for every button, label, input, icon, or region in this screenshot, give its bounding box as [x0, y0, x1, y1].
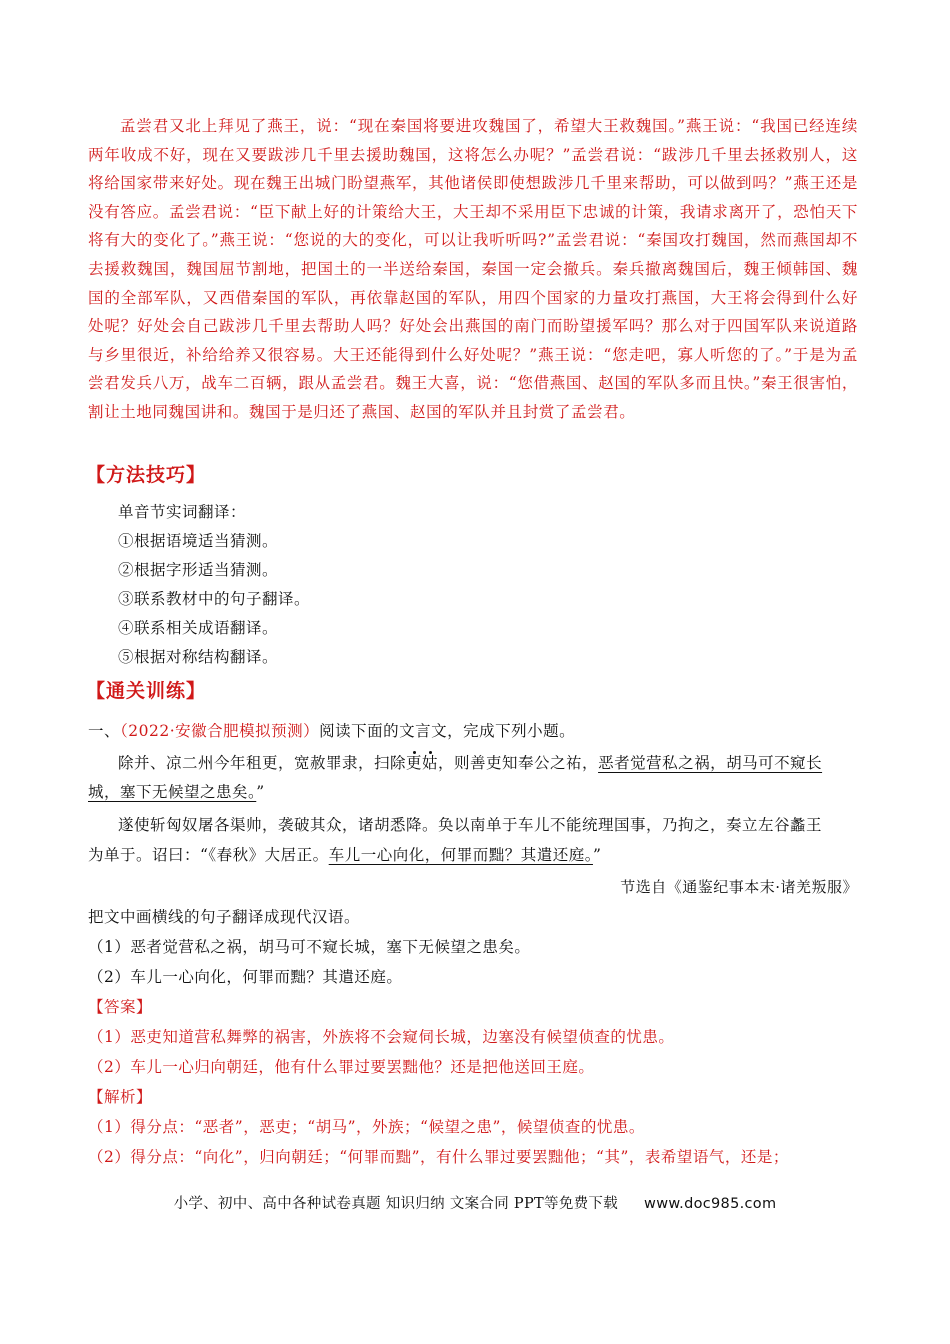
dotted-char: 姑 [422, 754, 439, 772]
methods-item: ③联系教材中的句子翻译。 [118, 590, 311, 608]
answer-1: （1）恶吏知道营私舞弊的祸害，外族将不会窥伺长城，边塞没有候望侦查的忧患。 [88, 1028, 675, 1046]
analysis-label: 【解析】 [88, 1088, 153, 1106]
underlined-sentence: 城，塞下无候望之患矣。 [88, 783, 257, 801]
passage-text: ” [592, 846, 602, 864]
underlined-sentence: 恶者觉营私之祸，胡马可不窥长 [598, 754, 823, 772]
passage-line [88, 780, 265, 802]
analysis-2: （2）得分点：“向化”，归向朝廷；“何罪而黜”，有什么罪过要罢黜他；“其”，表希望语气，还是； [88, 1148, 789, 1166]
methods-intro: 单音节实词翻译： [118, 503, 247, 521]
passage-text: 为单于。诏曰：“《春秋》大居正。 [88, 846, 329, 864]
methods-item: ④联系相关成语翻译。 [118, 619, 279, 637]
translation-paragraph: 孟尝君又北上拜见了燕王，说：“现在秦国将要进攻魏国了，希望大王救魏国。”燕王说：“我国已经连续两年收成不好，现在又要跋涉几千里去援助魏国，这将怎么办呢？”孟尝君说：“跋涉几千里去拯救别人，这将给国家带来好处。现在魏王出城门盼望燕军，其他诸侯即使想跋涉几千里来帮助，可以做到吗？”燕王还是没有答应。孟尝君说：“臣下献上好的计策给大王，大王却不采用臣下忠诚的计策，我请求离开了，恐怕天下将有大的变化了。”燕王说：“您说的大的变化，可以让我听听吗?”孟尝君说：“秦国攻打魏国，然而燕国却不去援救魏国，魏国屈节割地，把国土的一半送给秦国，秦国一定会撤兵。秦兵撤离魏国后，魏王倾韩国、魏国的全部军队，又西借秦国的军队，再依靠赵国的军队，用四个国家的力量攻打燕国，大王将会得到什么好处呢？好处会自己跋涉几千里去帮助人吗？好处会出燕国的南门而盼望援军吗？那么对于四国军队来说道路与乡里很近，补给给养又很容易。大王还能得到什么好处呢？”燕王说：“您走吧，寡人听您的了。”于是为孟尝君发兵八万，战车二百辆，跟从孟尝君。魏王大喜，说：“您借燕国、赵国的军队多而且快。”秦王很害怕，割让土地同魏国讲和。魏国于是归还了燕国、赵国的军队并且封赏了孟尝君。 [88, 117, 858, 421]
passage-source: 节选自《通鉴纪事本末·诸羌叛服》 [620, 878, 858, 896]
methods-heading: 【方法技巧】 [86, 464, 207, 486]
question-text: 阅读下面的文言文，完成下列小题。 [319, 722, 576, 740]
passage-text: 除并、凉二州今年租更，宽赦罪隶，扫除 [118, 754, 407, 772]
footer-text: 小学、初中、高中各种试卷真题 知识归纳 文案合同 PPT等免费下载 [173, 1196, 619, 1212]
answer-2: （2）车儿一心归向朝廷，他有什么罪过要罢黜他？还是把他送回王庭。 [88, 1058, 595, 1076]
answer-label: 【答案】 [88, 998, 153, 1016]
underlined-sentence: 车儿一心向化，何罪而黜？其遣还庭。 [328, 846, 593, 864]
methods-item: ⑤根据对称结构翻译。 [118, 648, 279, 666]
dotted-char: 更 [406, 754, 423, 772]
training-heading: 【通关训练】 [86, 680, 207, 702]
question-source: （2022·安徽合肥模拟预测） [120, 722, 320, 740]
passage-line [88, 843, 601, 865]
sub-question-1: （1）恶者觉营私之祸，胡马可不窥长城，塞下无候望之患矣。 [88, 938, 531, 956]
methods-item: ②根据字形适当猜测。 [118, 561, 279, 579]
analysis-1: （1）得分点：“恶者”，恶吏；“胡马”，外族；“候望之患”，候望侦查的忧患。 [88, 1118, 645, 1136]
passage-text: ” [256, 783, 265, 801]
page-footer [0, 1192, 950, 1213]
passage-text: ，则善吏知奉公之祐， [438, 754, 599, 772]
footer-url[interactable]: www.doc985.com [644, 1196, 777, 1212]
sub-question-2: （2）车儿一心向化，何罪而黜？其遣还庭。 [88, 968, 403, 986]
passage-line: 遂使斩匈奴屠各渠帅，袭破其众，诸胡悉降。奂以南单于车儿不能统理国事，乃拘之，奏立左谷蠡王 [118, 816, 823, 834]
question-number: 一、 [88, 722, 121, 740]
passage-line [118, 751, 822, 773]
question-header [88, 719, 575, 741]
methods-item: ①根据语境适当猜测。 [118, 532, 279, 550]
instruction: 把文中画横线的句子翻译成现代汉语。 [88, 908, 361, 926]
